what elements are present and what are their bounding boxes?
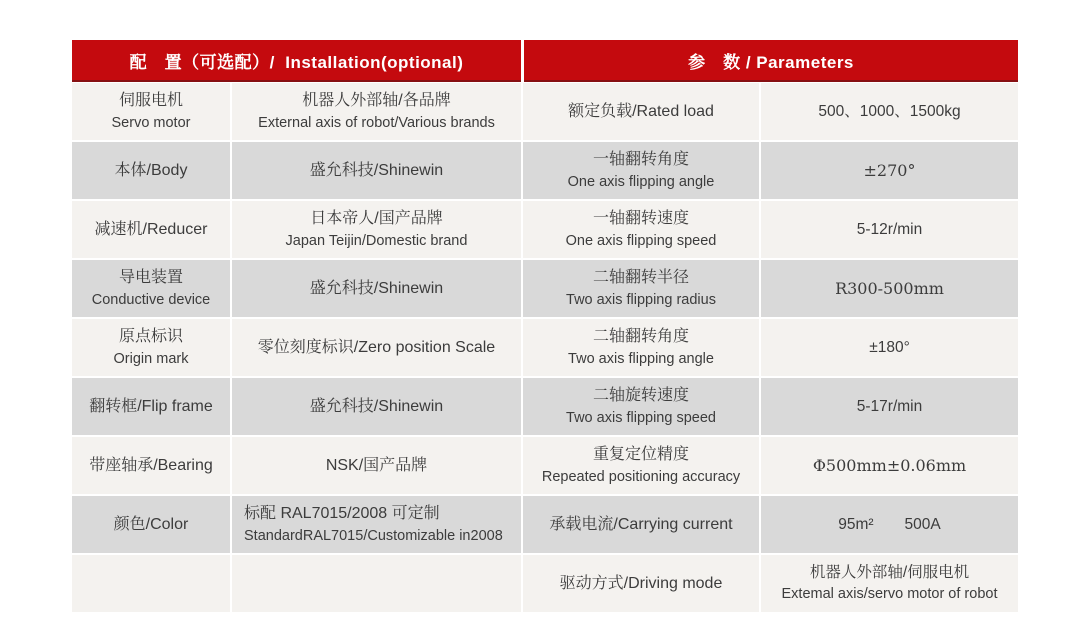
table-row <box>72 142 1018 199</box>
cell-line: 机器人外部轴/伺服电机 <box>809 564 970 581</box>
cell-parameter-value <box>761 378 1018 435</box>
cell-line: 二轴旋转速度 <box>592 386 689 404</box>
table-header-row <box>72 40 1018 82</box>
cell-line: 承载电流/Carrying current <box>549 515 733 533</box>
table-row <box>72 83 1018 140</box>
cell-installation-item <box>72 437 230 494</box>
cell-installation-value <box>232 142 521 199</box>
cell-line: 伺服电机 <box>118 91 183 109</box>
cell-installation-value <box>232 555 521 612</box>
table-row <box>72 319 1018 376</box>
cell-parameter-name <box>523 378 759 435</box>
cell-line: Two axis flipping speed <box>566 409 716 426</box>
cell-line: Φ500mm±0.06mm <box>812 455 967 475</box>
cell-line: 5-17r/min <box>856 397 923 415</box>
cell-line: 颜色/Color <box>113 515 189 533</box>
cell-installation-value <box>232 83 521 140</box>
cell-installation-item <box>72 201 230 258</box>
cell-line: 5-12r/min <box>856 220 923 238</box>
cell-installation-item <box>72 260 230 317</box>
cell-line: 二轴翻转半径 <box>592 268 689 286</box>
installation-header: 配 置（可选配）/ Installation(optional) <box>72 40 521 82</box>
cell-installation-value <box>232 437 521 494</box>
cell-line: Servo motor <box>111 114 191 131</box>
cell-line: 额定负载/Rated load <box>568 102 714 120</box>
cell-line: Two axis flipping radius <box>566 291 716 308</box>
cell-line: External axis of robot/Various brands <box>258 114 495 131</box>
cell-line: 500、1000、1500kg <box>818 102 961 120</box>
cell-line: 导电装置 <box>118 268 183 286</box>
cell-parameter-value <box>761 437 1018 494</box>
cell-parameter-name <box>523 319 759 376</box>
cell-parameter-value <box>761 260 1018 317</box>
cell-line: Repeated positioning accuracy <box>541 468 741 485</box>
cell-line: One axis flipping angle <box>567 173 715 190</box>
cell-installation-item <box>72 319 230 376</box>
cell-line: Extemal axis/servo motor of robot <box>781 586 998 603</box>
table-row <box>72 378 1018 435</box>
cell-installation-value <box>232 260 521 317</box>
cell-line: 二轴翻转角度 <box>592 327 689 345</box>
cell-line: 驱动方式/Driving mode <box>559 574 723 592</box>
cell-line: 一轴翻转角度 <box>592 150 689 168</box>
cell-parameter-name <box>523 142 759 199</box>
cell-line: 重复定位精度 <box>592 445 689 463</box>
cell-line: 原点标识 <box>118 327 183 345</box>
cell-line: StandardRAL7015/Customizable in2008 <box>244 527 503 544</box>
cell-line: ±180° <box>869 338 910 356</box>
cell-parameter-value <box>761 319 1018 376</box>
table-row <box>72 437 1018 494</box>
cell-installation-value <box>232 496 521 553</box>
cell-line: 带座轴承/Bearing <box>89 456 213 474</box>
cell-line: Conductive device <box>91 291 211 308</box>
table-row <box>72 555 1018 612</box>
cell-installation-item <box>72 496 230 553</box>
cell-line: 盛允科技/Shinewin <box>309 161 444 179</box>
cell-line: Origin mark <box>113 350 189 367</box>
cell-parameter-value <box>761 555 1018 612</box>
table-body <box>72 83 1018 612</box>
cell-line: One axis flipping speed <box>565 232 717 249</box>
cell-installation-item <box>72 555 230 612</box>
cell-parameter-name <box>523 437 759 494</box>
table-row <box>72 260 1018 317</box>
cell-installation-item <box>72 83 230 140</box>
cell-line: 机器人外部轴/各品牌 <box>302 91 451 109</box>
cell-line: 95m² 500A <box>838 515 941 533</box>
cell-parameter-value <box>761 83 1018 140</box>
cell-parameter-name <box>523 260 759 317</box>
cell-line: 零位刻度标识/Zero position Scale <box>257 338 496 356</box>
cell-line: Two axis flipping angle <box>568 350 714 367</box>
cell-parameter-value <box>761 201 1018 258</box>
cell-line: 盛允科技/Shinewin <box>309 397 444 415</box>
cell-installation-value <box>232 319 521 376</box>
cell-line: 一轴翻转速度 <box>592 209 689 227</box>
cell-line: R300-500mm <box>835 278 944 298</box>
cell-parameter-name <box>523 83 759 140</box>
cell-line: 本体/Body <box>114 161 188 179</box>
specification-table <box>72 40 1018 612</box>
table-row <box>72 496 1018 553</box>
parameters-header: 参 数 / Parameters <box>524 40 1018 82</box>
cell-line: NSK/国产品牌 <box>325 456 428 474</box>
cell-parameter-name <box>523 555 759 612</box>
cell-line: ±270° <box>863 160 916 180</box>
cell-parameter-name <box>523 201 759 258</box>
cell-parameter-name <box>523 496 759 553</box>
cell-installation-item <box>72 142 230 199</box>
cell-line: 标配 RAL7015/2008 可定制 <box>244 504 440 522</box>
cell-parameter-value <box>761 142 1018 199</box>
cell-parameter-value <box>761 496 1018 553</box>
cell-line: 盛允科技/Shinewin <box>309 279 444 297</box>
cell-line: Japan Teijin/Domestic brand <box>285 232 468 249</box>
cell-installation-item <box>72 378 230 435</box>
cell-line: 翻转框/Flip frame <box>89 397 213 415</box>
cell-installation-value <box>232 201 521 258</box>
table-row <box>72 201 1018 258</box>
cell-line: 日本帝人/国产品牌 <box>310 209 443 227</box>
cell-line: 减速机/Reducer <box>94 220 208 238</box>
cell-installation-value <box>232 378 521 435</box>
